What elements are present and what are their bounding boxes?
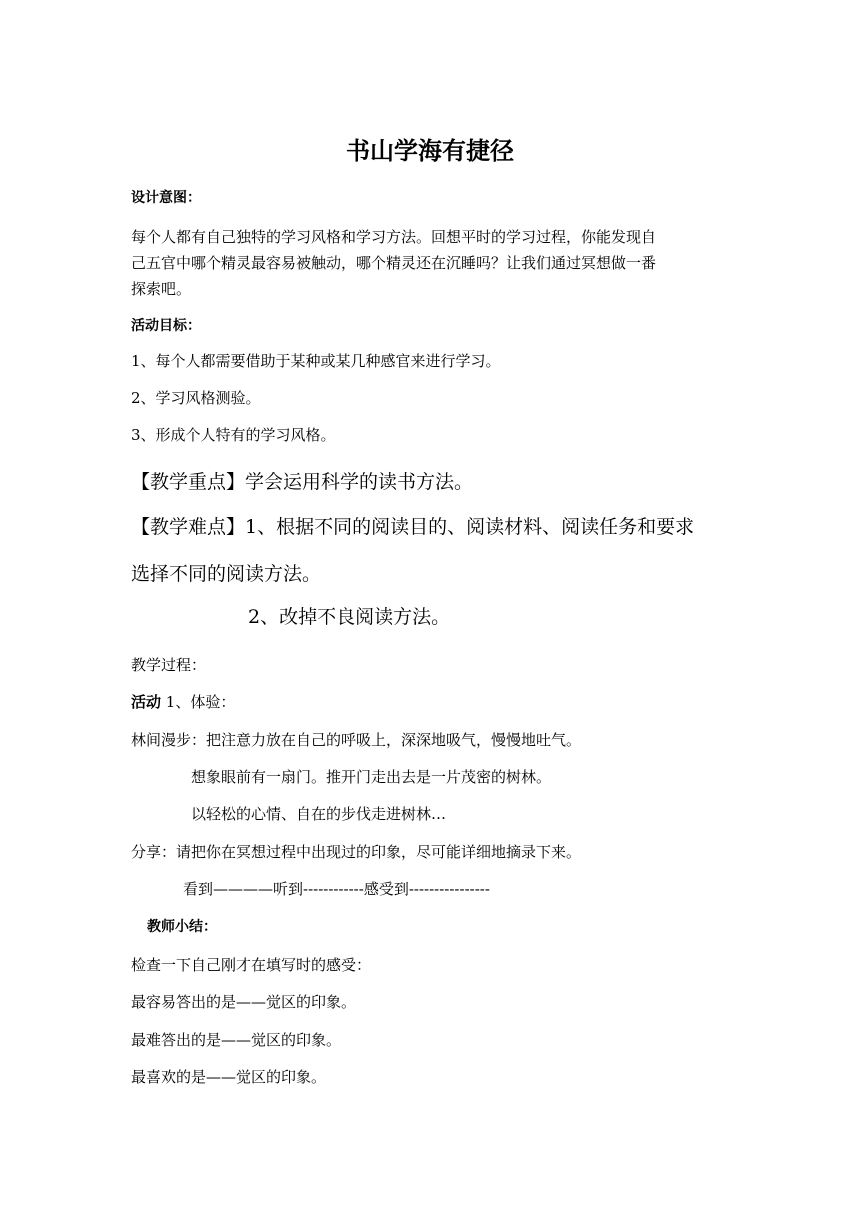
design-intent-line-2: 己五官中哪个精灵最容易被触动，哪个精灵还在沉睡吗？让我们通过冥想做一番: [131, 254, 657, 272]
objectives-heading: 活动目标：: [131, 318, 201, 334]
hardest-line: 最难答出的是——觉区的印象。: [131, 1031, 342, 1049]
imagine-line-2: 以轻松的心情、自在的步伐走进树林…: [191, 805, 447, 823]
objective-item-1: 1、每个人都需要借助于某种或某几种感官来进行学习。: [131, 352, 501, 370]
senses-line: 看到————听到------------感受到----------------: [183, 880, 490, 898]
activity-heading: [131, 692, 235, 712]
check-line: 检查一下自己刚才在填写时的感受：: [131, 956, 372, 974]
teacher-summary-heading: 教师小结：: [147, 919, 217, 935]
design-intent-line-1: 每个人都有自己独特的学习风格和学习方法。回想平时的学习过程，你能发现自: [131, 228, 657, 246]
objective-item-2: 2、学习风格测验。: [131, 389, 261, 407]
activity-label: 活动: [131, 693, 162, 711]
document-title: 书山学海有捷径: [346, 137, 514, 165]
design-intent-line-3: 探索吧。: [131, 280, 192, 298]
key-point: 【教学重点】学会运用科学的读书方法。: [131, 471, 474, 493]
difficulty-line-2: 选择不同的阅读方法。: [131, 563, 322, 585]
activity-title: 1、体验：: [161, 693, 236, 711]
imagine-line-1: 想象眼前有一扇门。推开门走出去是一片茂密的树林。: [191, 768, 552, 786]
difficulty-line-3: 2、改掉不良阅读方法。: [248, 606, 451, 628]
easiest-line: 最容易答出的是——觉区的印象。: [131, 993, 357, 1011]
difficulty-line-1: 【教学难点】1、根据不同的阅读目的、阅读材料、阅读任务和要求: [131, 516, 695, 538]
forest-walk-line: 林间漫步：把注意力放在自己的呼吸上，深深地吸气，慢慢地吐气。: [131, 731, 582, 749]
process-heading: 教学过程：: [131, 656, 207, 674]
share-line: 分享：请把你在冥想过程中出现过的印象，尽可能详细地摘录下来。: [131, 843, 582, 861]
favorite-line: 最喜欢的是——觉区的印象。: [131, 1068, 327, 1086]
objective-item-3: 3、形成个人特有的学习风格。: [131, 426, 336, 444]
design-intent-heading: 设计意图：: [131, 190, 201, 206]
